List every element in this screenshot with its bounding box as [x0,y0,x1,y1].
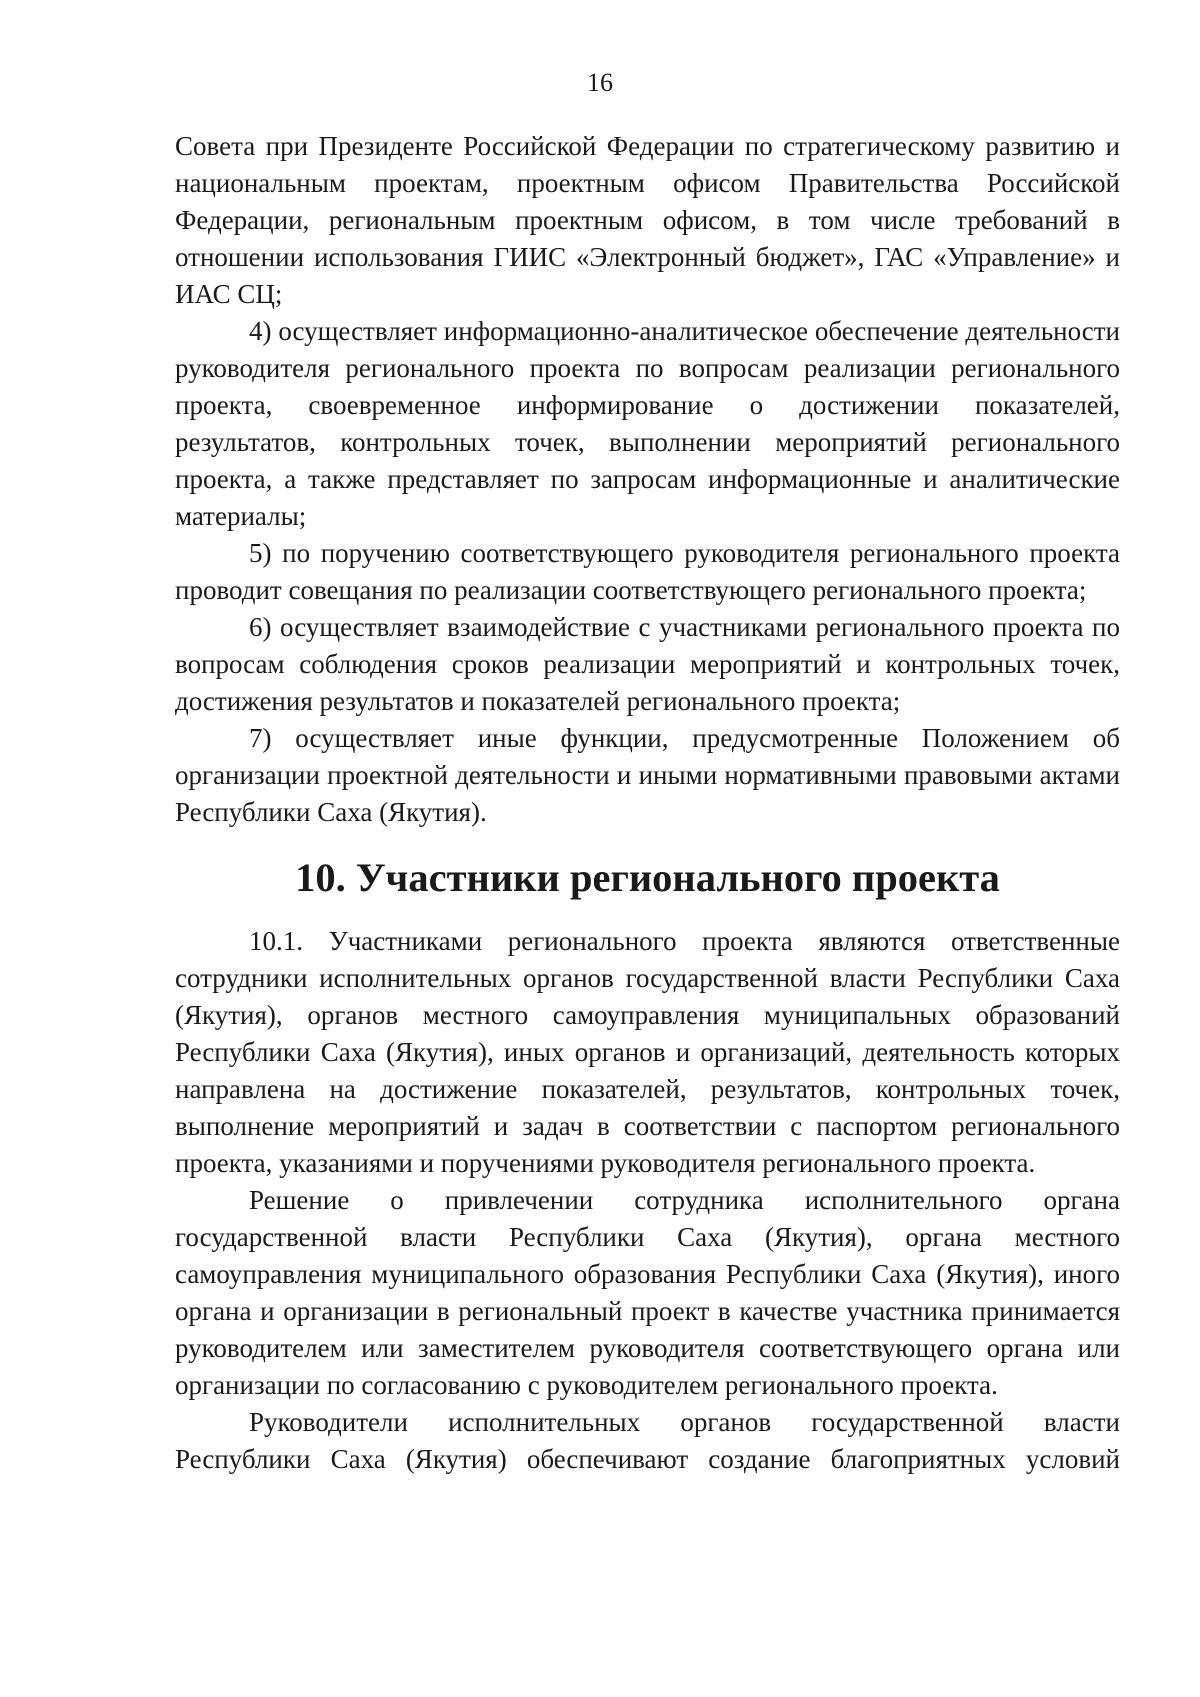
paragraph-heads: Руководители исполнительных органов государственной власти Республики Саха (Якутия) обеспечивают создание благоприятных условий [175,1407,1120,1474]
paragraph-item-7: 7) осуществляет иные функции, предусмотренные Положением об организации проектной деятельности и иными нормативными правовыми актами Республики Саха (Якутия). [175,723,1120,827]
paragraph-item-6: 6) осуществляет взаимодействие с участниками регионального проекта по вопросам соблюдения сроков реализации мероприятий и контрольных точек, достижения результатов и показателей регионального проекта; [175,612,1120,716]
paragraph-decision: Решение о привлечении сотрудника исполнительного органа государственной власти Республики Саха (Якутия), органа местного самоуправления муниципального образования Республики Саха (Якутия), иного органа и организации в региональный проект в качестве участника принимается руководителем или заместителем руководителя соответствующего органа или организации по согласованию с руководителем регионального проекта. [175,1185,1120,1400]
document-body [175,128,1120,1478]
page-number: 16 [587,68,613,97]
section-heading-text: 10. Участники регионального проекта [295,855,1000,900]
paragraph-item-5: 5) по поручению соответствующего руководителя регионального проекта проводит совещания по реализации соответствующего регионального проекта; [175,538,1120,605]
section-heading [175,831,1120,923]
paragraph-item-4: 4) осуществляет информационно-аналитическое обеспечение деятельности руководителя регионального проекта по вопросам реализации регионального проекта, своевременное информирование о достижении показателей, результатов, контрольных точек, выполнении мероприятий регионального проекта, а также представляет по запросам информационные и аналитические материалы; [175,316,1120,531]
paragraph-10-1: 10.1. Участниками регионального проекта являются ответственные сотрудники исполнительных органов государственной власти Республики Саха (Якутия), органов местного самоуправления муниципальных образований Республики Саха (Якутия), иных органов и организаций, деятельность которых направлена на достижение показателей, результатов, контрольных точек, выполнение мероприятий и задач в соответствии с паспортом регионального проекта, указаниями и поручениями руководителя регионального проекта. [175,926,1120,1178]
paragraph-continuation: Совета при Президенте Российской Федерации по стратегическому развитию и национальным проектам, проектным офисом Правительства Российской Федерации, региональным проектным офисом, в том числе требований в отношении использования ГИИС «Электронный бюджет», ГАС «Управление» и ИАС СЦ; [175,131,1120,309]
